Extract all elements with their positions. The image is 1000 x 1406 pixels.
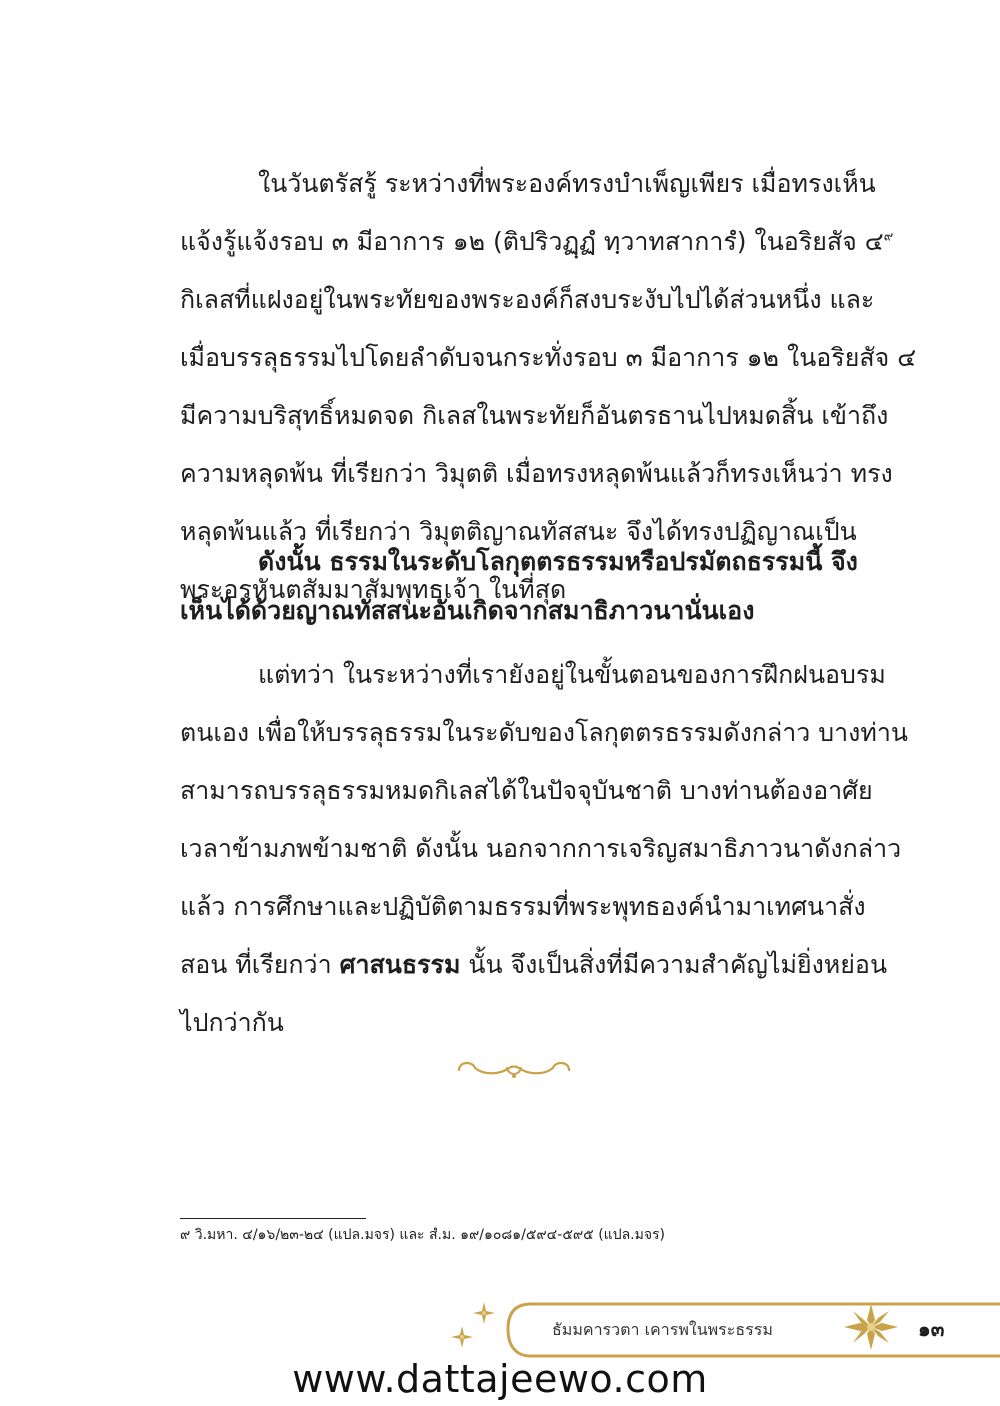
text-line: ไปกว่ากัน bbox=[180, 1008, 284, 1037]
footer-title: ธัมมคารวตา เคารพในพระธรรม bbox=[552, 1320, 773, 1339]
text-line: ในวันตรัสรู้ ระหว่างที่พระองค์ทรงบำเพ็ญเพียร เมื่อทรงเห็น bbox=[258, 169, 876, 198]
text-line: เมื่อบรรลุธรรมไปโดยลำดับจนกระทั่งรอบ ๓ มีอาการ ๑๒ ในอริยสัจ ๔ bbox=[180, 343, 917, 372]
footnote: ๙ วิ.มหา. ๔/๑๖/๒๓-๒๔ (แปล.มจร) และ สํ.ม. ๑๙/๑๐๘๑/๕๙๔-๕๙๕ (แปล.มจร) bbox=[180, 1227, 666, 1243]
footnote-reference[interactable]: ๙ bbox=[883, 229, 894, 245]
text-line: กิเลสที่แฝงอยู่ในพระทัยของพระองค์ก็สงบระงับไปได้ส่วนหนึ่ง และ bbox=[180, 285, 875, 314]
text-line: เวลาข้ามภพข้ามชาติ ดังนั้น นอกจากการเจริญสมาธิภาวนาดังกล่าว bbox=[180, 834, 902, 863]
text-line: หลุดพ้นแล้ว ที่เรียกว่า วิมุตติญาณทัสสนะ จึงได้ทรงปฏิญาณเป็น bbox=[180, 517, 857, 546]
bold-term: ศาสนธรรม bbox=[339, 950, 461, 979]
text-line: แจ้งรู้แจ้งรอบ ๓ มีอาการ ๑๒ (ติปริวฏฺฏํ ทฺวาทสาการํ) ในอริยสัจ ๔$^๙$ bbox=[180, 227, 894, 256]
text-line: ตนเอง เพื่อให้บรรลุธรรมในระดับของโลกุตตรธรรมดังกล่าว บางท่าน bbox=[180, 718, 908, 747]
page-number: ๑๓ bbox=[918, 1317, 945, 1341]
text-line: เห็นได้ด้วยญาณทัสสนะอันเกิดจากสมาธิภาวนานั่นเอง bbox=[180, 596, 755, 625]
website-link[interactable]: www.dattajeewo.com bbox=[292, 1357, 708, 1401]
text-line: สามารถบรรลุธรรมหมดกิเลสได้ในปัจจุบันชาติ บางท่านต้องอาศัย bbox=[180, 776, 873, 805]
text-line: แต่ทว่า ในระหว่างที่เรายังอยู่ในขั้นตอนของการฝึกฝนอบรม bbox=[258, 660, 886, 689]
text-line: มีความบริสุทธิ์หมดจด กิเลสในพระทัยก็อันตรธานไปหมดสิ้น เข้าถึง bbox=[180, 401, 889, 430]
text-line: แล้ว การศึกษาและปฏิบัติตามธรรมที่พระพุทธองค์นำมาเทศนาสั่ง bbox=[180, 892, 866, 921]
ornate-star-icon bbox=[842, 1302, 900, 1352]
sparkle-icon bbox=[446, 1300, 498, 1352]
text-line: พระอรหันตสัมมาสัมพุทธเจ้า ในที่สุด bbox=[180, 575, 567, 604]
text-line: สอน ที่เรียกว่า ศาสนธรรม นั้น จึงเป็นสิ่งที่มีความสำคัญไม่ยิ่งหย่อน bbox=[180, 950, 888, 979]
swirl-divider-icon bbox=[451, 1054, 577, 1086]
text-line: ดังนั้น ธรรมในระดับโลกุตตรธรรมหรือปรมัตถธรรมนี้ จึง bbox=[258, 547, 858, 576]
text-line: ความหลุดพ้น ที่เรียกว่า วิมุตติ เมื่อทรงหลุดพ้นแล้วก็ทรงเห็นว่า ทรง bbox=[180, 459, 893, 488]
footnote-rule bbox=[180, 1218, 366, 1219]
